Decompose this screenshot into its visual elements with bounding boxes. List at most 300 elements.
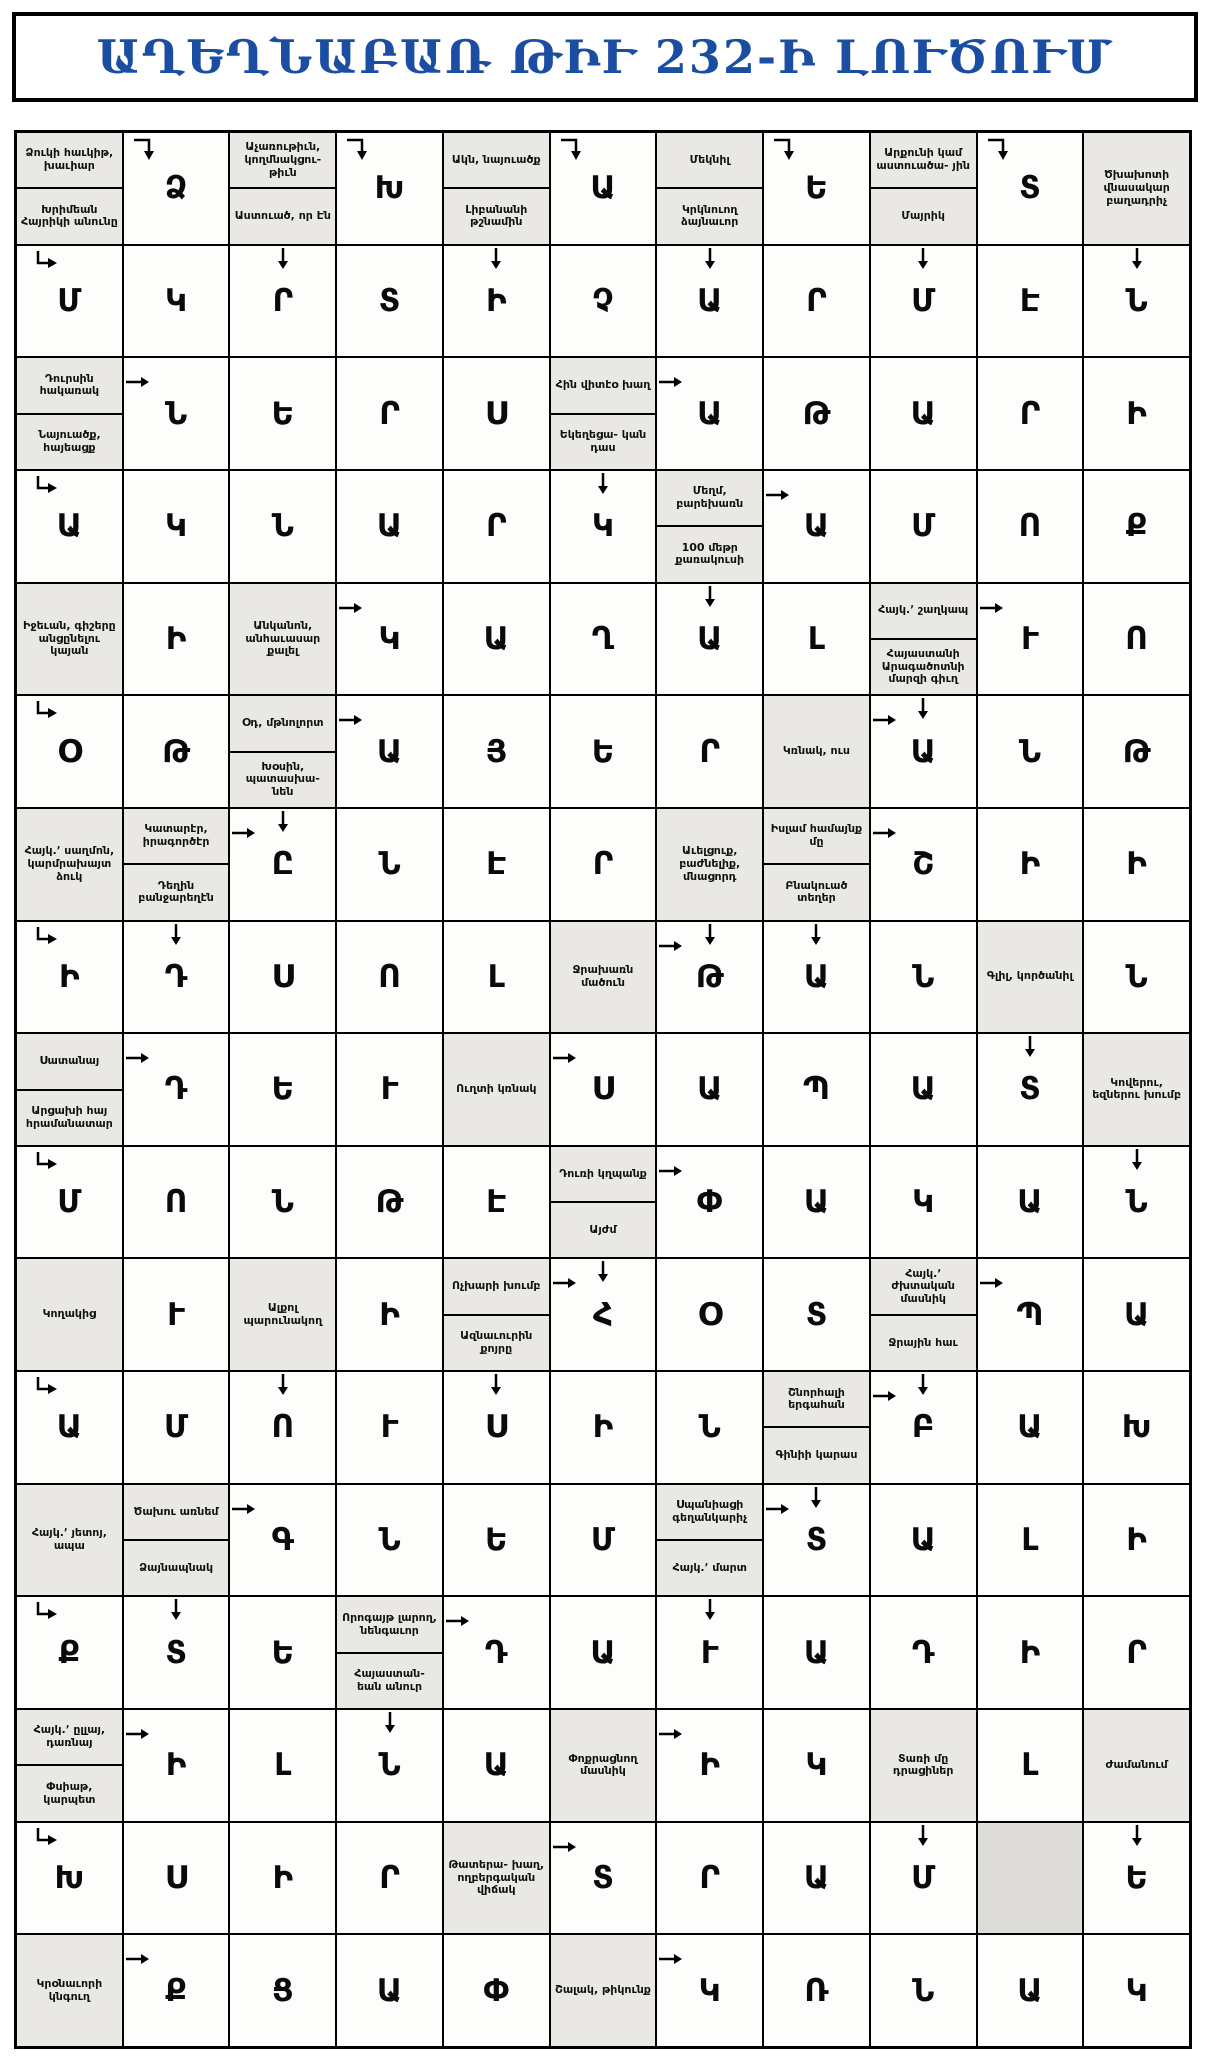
letter-cell-r17c3 [230, 1935, 335, 2046]
clue-text: Գլիլ, կործանիլ [986, 969, 1073, 983]
letter-cell-r6c4 [337, 696, 442, 807]
clue-cell-r3c1 [17, 358, 122, 469]
answer-letter: Ա [483, 1747, 509, 1784]
answer-letter: Ա [803, 958, 830, 995]
answer-letter: Ո [1125, 620, 1148, 657]
clue-text: Ակն, նայուածք [451, 152, 541, 166]
arrow-right-icon [659, 1951, 683, 1970]
letter-cell-r8c7 [657, 922, 762, 1033]
letter-cell-r8c1 [17, 922, 122, 1033]
answer-letter: Դ [164, 958, 188, 995]
letter-cell-r3c7 [657, 358, 762, 469]
letter-cell-r14c6 [551, 1597, 656, 1708]
answer-letter: Կ [805, 1747, 828, 1784]
letter-cell-r12c5 [444, 1372, 549, 1483]
answer-letter: Փ [696, 1184, 723, 1221]
answer-letter: Բ [911, 1409, 935, 1446]
answer-letter: Կ [912, 1184, 935, 1221]
arrow-right-icon [126, 1726, 150, 1745]
answer-letter: Է [1019, 282, 1040, 319]
letter-cell-r16c3 [230, 1823, 335, 1934]
answer-letter: Ն [912, 1972, 935, 2009]
letter-cell-r14c11 [1084, 1597, 1189, 1708]
answer-letter: Շ [912, 846, 935, 883]
blank-cell-r16c10 [978, 1823, 1083, 1934]
answer-letter: Ա [1017, 1972, 1043, 2009]
answer-letter: Ր [699, 733, 721, 770]
arrow-right-icon [232, 1501, 256, 1520]
answer-letter: Ա [483, 620, 509, 657]
letter-cell-r6c10 [978, 696, 1083, 807]
clue-text: Մեկնիլ [689, 152, 730, 166]
answer-letter: Տ [805, 1522, 828, 1559]
clue-text: Որոգայթ լարող, նենգաւոր [342, 1610, 437, 1637]
letter-cell-r12c6 [551, 1372, 656, 1483]
letter-cell-r5c7 [657, 584, 762, 695]
letter-cell-r12c11 [1084, 1372, 1189, 1483]
letter-cell-r4c11 [1084, 471, 1189, 582]
letter-cell-r10c1 [17, 1147, 122, 1258]
letter-cell-r10c8 [764, 1147, 869, 1258]
letter-cell-r5c4 [337, 584, 442, 695]
answer-letter: Լ [487, 958, 505, 995]
letter-cell-r14c10 [978, 1597, 1083, 1708]
letter-cell-r10c2 [124, 1147, 229, 1258]
answer-letter: Ի [1019, 1634, 1041, 1671]
clue-cell-r5c1 [17, 584, 122, 695]
answer-letter: Կ [378, 620, 401, 657]
letter-cell-r15c10 [978, 1710, 1083, 1821]
answer-letter: Ի [59, 958, 80, 995]
letter-cell-r6c6 [551, 696, 656, 807]
letter-cell-r4c10 [978, 471, 1083, 582]
arrow-down-icon [703, 586, 717, 612]
arrow-elbow-right-icon [33, 927, 59, 955]
answer-letter: Ն [1018, 733, 1041, 770]
answer-letter: Ն [1125, 958, 1148, 995]
letter-cell-r17c4 [337, 1935, 442, 2046]
clue-cell-r7c1 [17, 809, 122, 920]
clue-text: Արցախի հայ հրամանատար [17, 1089, 122, 1145]
arrow-down-icon [276, 248, 290, 274]
answer-letter: Ղ [591, 620, 615, 657]
clue-text: Շալակ, թիկունք [555, 1983, 651, 1997]
arrow-right-icon [659, 1726, 683, 1745]
answer-letter: Ւ [1020, 620, 1039, 657]
answer-letter: Ա [376, 733, 403, 770]
arrow-elbow-down-icon [134, 136, 160, 166]
clue-text: Ձուկի հաւկիթ, խաւիար [25, 146, 114, 173]
letter-cell-r3c9 [871, 358, 976, 469]
arrow-elbow-right-icon [33, 476, 59, 504]
arrow-right-icon [873, 712, 897, 731]
answer-letter: Գ [271, 1522, 295, 1559]
letter-cell-r6c2 [124, 696, 229, 807]
letter-cell-r2c6 [551, 246, 656, 357]
clue-cell-r17c1 [17, 1935, 122, 2046]
letter-cell-r10c7 [657, 1147, 762, 1258]
letter-cell-r2c3 [230, 246, 335, 357]
answer-letter: Ւ [380, 1409, 399, 1446]
answer-letter: Փ [483, 1972, 510, 2009]
answer-letter: Ի [1126, 1522, 1147, 1559]
answer-letter: Ի [272, 1860, 294, 1897]
letter-cell-r5c5 [444, 584, 549, 695]
arrow-elbow-right-icon [33, 1828, 59, 1856]
answer-letter: Ր [485, 508, 507, 545]
clue-cell-r11c5 [444, 1259, 549, 1370]
arrow-down-icon [596, 1261, 610, 1287]
letter-cell-r13c5 [444, 1485, 549, 1596]
letter-cell-r2c7 [657, 246, 762, 357]
letter-cell-r6c5 [444, 696, 549, 807]
arrow-elbow-right-icon [33, 1377, 59, 1405]
clue-text: Աւելցուք, բաժնելիք, մնացորդ [679, 844, 741, 883]
clue-text: Հայկ.՚ յետոյ, ապա [31, 1526, 107, 1553]
answer-letter: Լ [1021, 1747, 1039, 1784]
clue-text: Այժմ [551, 1201, 656, 1257]
answer-letter: Ա [590, 170, 616, 207]
arrow-elbow-right-icon [33, 1152, 59, 1180]
letter-cell-r5c6 [551, 584, 656, 695]
clue-text: Ոչխարի խումբ [452, 1279, 541, 1293]
clue-text: Դուռի կղպանք [559, 1166, 647, 1180]
letter-cell-r17c2 [124, 1935, 229, 2046]
clue-text: Կողակից [42, 1307, 97, 1321]
letter-cell-r6c7 [657, 696, 762, 807]
letter-cell-r16c2 [124, 1823, 229, 1934]
letter-cell-r15c5 [444, 1710, 549, 1821]
answer-letter: Ր [1019, 395, 1041, 432]
answer-letter: Ն [698, 1409, 721, 1446]
arrow-right-icon [126, 374, 150, 393]
answer-letter: Տ [592, 1860, 614, 1897]
answer-letter: Մ [911, 282, 936, 319]
letter-cell-r15c3 [230, 1710, 335, 1821]
letter-cell-r17c7 [657, 1935, 762, 2046]
arrow-right-icon [766, 1501, 790, 1520]
clue-text: Կրօնաւորի կնգուղ [36, 1976, 103, 2003]
arrow-down-icon [809, 1487, 823, 1513]
clue-text: Փոքրացնող մասնիկ [568, 1751, 638, 1778]
arrow-down-icon [916, 698, 930, 724]
arrow-down-icon [169, 924, 183, 950]
arrow-elbow-down-icon [774, 136, 800, 166]
letter-cell-r3c5 [444, 358, 549, 469]
letter-cell-r9c3 [230, 1034, 335, 1145]
answer-letter: Ւ [167, 1296, 186, 1333]
answer-letter: Ա [376, 1972, 403, 2009]
answer-letter: Ա [910, 1522, 936, 1559]
arrow-right-icon [553, 1275, 577, 1294]
letter-cell-r10c5 [444, 1147, 549, 1258]
answer-letter: Լ [1021, 1522, 1039, 1559]
answer-letter: Օ [57, 733, 82, 770]
clue-cell-r9c1 [17, 1034, 122, 1145]
answer-letter: Ե [591, 733, 615, 770]
answer-letter: Դ [911, 1634, 935, 1671]
answer-letter: Դ [164, 1071, 188, 1108]
clue-text: Սատանայ [39, 1053, 100, 1067]
letter-cell-r7c11 [1084, 809, 1189, 920]
letter-cell-r9c9 [871, 1034, 976, 1145]
letter-cell-r3c2 [124, 358, 229, 469]
answer-letter: Պ [1016, 1296, 1044, 1333]
arrow-right-icon [126, 1050, 150, 1069]
letter-cell-r2c8 [764, 246, 869, 357]
arrow-right-icon [553, 1050, 577, 1069]
answer-letter: Ն [1125, 1184, 1148, 1221]
answer-letter: Կ [165, 508, 188, 545]
answer-letter: Ն [912, 958, 935, 995]
letter-cell-r13c4 [337, 1485, 442, 1596]
letter-cell-r5c10 [978, 584, 1083, 695]
clue-text: Ծխախոտի վնասակար բաղադրիչ [1103, 168, 1170, 207]
clue-text: Ծախու առնեմ [133, 1504, 219, 1518]
clue-text: Փսիաթ, կարպետ [17, 1764, 122, 1820]
answer-letter: Ե [271, 395, 295, 432]
letter-cell-r7c9 [871, 809, 976, 920]
answer-letter: Ա [910, 733, 936, 770]
letter-cell-r4c5 [444, 471, 549, 582]
arrow-right-icon [873, 1388, 897, 1407]
letter-cell-r17c10 [978, 1935, 1083, 2046]
answer-letter: Ի [1019, 846, 1041, 883]
letter-cell-r16c8 [764, 1823, 869, 1934]
clue-text: Լիբանանի թշնամին [444, 187, 549, 243]
letter-cell-r7c3 [230, 809, 335, 920]
answer-letter: Ա [910, 1071, 936, 1108]
answer-letter: Տ [1019, 170, 1041, 207]
clue-text: Իջեւան, գիշերը անցընելու կայան [23, 618, 116, 658]
letter-cell-r14c9 [871, 1597, 976, 1708]
letter-cell-r9c7 [657, 1034, 762, 1145]
answer-letter: Պ [803, 1071, 830, 1108]
answer-letter: Ի [1126, 395, 1147, 432]
answer-letter: Ս [271, 958, 295, 995]
clue-cell-r9c11 [1084, 1034, 1189, 1145]
letter-cell-r16c1 [17, 1823, 122, 1934]
clue-cell-r15c6 [551, 1710, 656, 1821]
answer-letter: Ա [697, 620, 723, 657]
clue-cell-r9c5 [444, 1034, 549, 1145]
clue-cell-r16c5 [444, 1823, 549, 1934]
answer-letter: Ա [1017, 1184, 1043, 1221]
clue-cell-r7c7 [657, 809, 762, 920]
letter-cell-r7c6 [551, 809, 656, 920]
answer-letter: Ի [379, 1296, 400, 1333]
clue-text: Ջրախառն մածուն [572, 963, 634, 989]
clue-cell-r1c1 [17, 133, 122, 244]
clue-cell-r14c4 [337, 1597, 442, 1708]
arrow-down-icon [916, 1374, 930, 1400]
letter-cell-r13c11 [1084, 1485, 1189, 1596]
letter-cell-r6c11 [1084, 696, 1189, 807]
answer-letter: Ւ [380, 1071, 399, 1108]
clue-cell-r15c9 [871, 1710, 976, 1821]
clue-cell-r11c3 [230, 1259, 335, 1370]
letter-cell-r4c3 [230, 471, 335, 582]
clue-cell-r15c11 [1084, 1710, 1189, 1821]
answer-letter: Ա [910, 395, 936, 432]
answer-letter: Մ [911, 508, 936, 545]
arrow-down-icon [383, 1712, 397, 1738]
letter-cell-r5c2 [124, 584, 229, 695]
answer-letter: Ա [376, 508, 403, 545]
clue-cell-r8c10 [978, 922, 1083, 1033]
answer-letter: Մ [163, 1409, 189, 1446]
clue-text: Մայրիկ [871, 187, 976, 243]
answer-letter: Ն [165, 395, 188, 432]
answer-letter: Խ [54, 1860, 85, 1897]
answer-letter: Ն [378, 1522, 401, 1559]
letter-cell-r7c4 [337, 809, 442, 920]
clue-text: Խրիմեան Հայրիկի անունը [17, 187, 122, 243]
answer-letter: Կ [591, 508, 615, 545]
clue-text: Հայաստան- եան անուր [337, 1652, 442, 1708]
clue-text: Անկանոն, անհաւասար քալել [245, 618, 321, 658]
arrow-right-icon [339, 712, 363, 731]
answer-letter: Կ [698, 1972, 721, 2009]
answer-letter: Ա [803, 508, 830, 545]
clue-text: Թատերա- խաղ, ողբերգական վիճակ [448, 1857, 545, 1897]
letter-cell-r10c3 [230, 1147, 335, 1258]
letter-cell-r16c7 [657, 1823, 762, 1934]
answer-letter: Հ [592, 1296, 614, 1333]
letter-cell-r6c1 [17, 696, 122, 807]
letter-cell-r10c10 [978, 1147, 1083, 1258]
clue-cell-r17c6 [551, 1935, 656, 2046]
answer-letter: Օ [697, 1296, 722, 1333]
arrow-right-icon [659, 938, 683, 957]
answer-letter: Թ [802, 395, 831, 432]
letter-cell-r14c5 [444, 1597, 549, 1708]
clue-text: Ուղտի կռնակ [456, 1082, 537, 1096]
letter-cell-r17c8 [764, 1935, 869, 2046]
answer-letter: Ա [803, 1860, 830, 1897]
clue-text: Կովերու, եզներու խումբ [1092, 1075, 1182, 1102]
arrow-right-icon [126, 1951, 150, 1970]
clue-cell-r6c3 [230, 696, 335, 807]
letter-cell-r14c2 [124, 1597, 229, 1708]
answer-letter: Ե [271, 1634, 295, 1671]
arrow-down-icon [169, 1599, 183, 1625]
answer-letter: Ց [271, 1972, 294, 2009]
letter-cell-r16c4 [337, 1823, 442, 1934]
clue-cell-r15c1 [17, 1710, 122, 1821]
answer-letter: Ը [271, 846, 294, 883]
scanword-grid [14, 130, 1192, 2049]
answer-letter: Ա [697, 395, 723, 432]
letter-cell-r13c6 [551, 1485, 656, 1596]
letter-cell-r8c11 [1084, 922, 1189, 1033]
letter-cell-r12c9 [871, 1372, 976, 1483]
arrow-down-icon [703, 248, 717, 274]
clue-cell-r1c3 [230, 133, 335, 244]
letter-cell-r2c1 [17, 246, 122, 357]
answer-letter: Թ [1122, 733, 1151, 770]
clue-cell-r3c6 [551, 358, 656, 469]
clue-text: Հայկ.՚ ժխտական մասնիկ [891, 1266, 955, 1305]
letter-cell-r15c2 [124, 1710, 229, 1821]
answer-letter: Ւ [700, 1634, 719, 1671]
answer-letter: Է [486, 846, 507, 883]
letter-cell-r13c3 [230, 1485, 335, 1596]
letter-cell-r3c3 [230, 358, 335, 469]
letter-cell-r6c9 [871, 696, 976, 807]
clue-text: Բնակուած տեղեր [764, 863, 869, 919]
letter-cell-r9c2 [124, 1034, 229, 1145]
arrow-down-icon [276, 811, 290, 837]
clue-text: Հայաստանի Արագածոտնի մարզի գիւղ [871, 638, 976, 694]
answer-letter: Ր [806, 282, 827, 319]
clue-text: Աստուած, որ Էն [230, 187, 335, 243]
page-title: ԱՂԵՂՆԱԲԱՌ ԹԻՒ 232-Ի ԼՈՒԾՈՒՄ [96, 30, 1114, 84]
answer-letter: Ա [803, 1184, 830, 1221]
letter-cell-r14c3 [230, 1597, 335, 1708]
clue-text: Մեղմ, բարեխառն [676, 484, 744, 511]
answer-letter: Ր [699, 1860, 721, 1897]
letter-cell-r9c8 [764, 1034, 869, 1145]
arrow-right-icon [980, 600, 1004, 619]
clue-text: Կրկնուող ձայնաւոր [657, 187, 762, 243]
answer-letter: Կ [1125, 1972, 1148, 2009]
answer-letter: Տ [805, 1296, 828, 1333]
answer-letter: Ա [697, 1071, 723, 1108]
arrow-right-icon [659, 1163, 683, 1182]
answer-letter: Յ [485, 733, 507, 770]
clue-text: Կատարէր, իրագործէր [142, 822, 210, 849]
answer-letter: Ն [271, 508, 294, 545]
arrow-down-icon [809, 924, 823, 950]
clue-text: Տառի մը դրացիներ [892, 1751, 954, 1778]
answer-letter: Ի [165, 620, 187, 657]
arrow-down-icon [1130, 248, 1144, 274]
letter-cell-r14c7 [657, 1597, 762, 1708]
clue-cell-r13c2 [124, 1485, 229, 1596]
letter-cell-r4c1 [17, 471, 122, 582]
clue-cell-r7c2 [124, 809, 229, 920]
clue-cell-r10c6 [551, 1147, 656, 1258]
letter-cell-r11c4 [337, 1259, 442, 1370]
letter-cell-r4c8 [764, 471, 869, 582]
clue-text: Ջրային հաւ [871, 1314, 976, 1370]
clue-text: Դեղին բանջարեղէն [124, 863, 229, 919]
answer-letter: Ի [165, 1747, 187, 1784]
arrow-elbow-down-icon [561, 136, 587, 166]
answer-letter: Ա [1124, 1296, 1150, 1333]
clue-text: Ազնաւուրին քոյրը [444, 1314, 549, 1370]
letter-cell-r17c11 [1084, 1935, 1189, 2046]
letter-cell-r15c8 [764, 1710, 869, 1821]
answer-letter: Ի [699, 1747, 721, 1784]
letter-cell-r17c9 [871, 1935, 976, 2046]
letter-cell-r12c10 [978, 1372, 1083, 1483]
clue-cell-r1c5 [444, 133, 549, 244]
clue-text: Արքունի կամ աստուածա- յին [876, 146, 970, 173]
clue-cell-r1c11 [1084, 133, 1189, 244]
answer-letter: Ս [591, 1071, 615, 1108]
arrow-right-icon [553, 1839, 577, 1858]
letter-cell-r13c8 [764, 1485, 869, 1596]
arrow-down-icon [916, 248, 930, 274]
letter-cell-r1c6 [551, 133, 656, 244]
arrow-right-icon [339, 600, 363, 619]
clue-cell-r1c7 [657, 133, 762, 244]
letter-cell-r4c6 [551, 471, 656, 582]
clue-text: Խօսին, պատասխա- նեն [230, 751, 335, 807]
arrow-elbow-down-icon [347, 136, 373, 166]
